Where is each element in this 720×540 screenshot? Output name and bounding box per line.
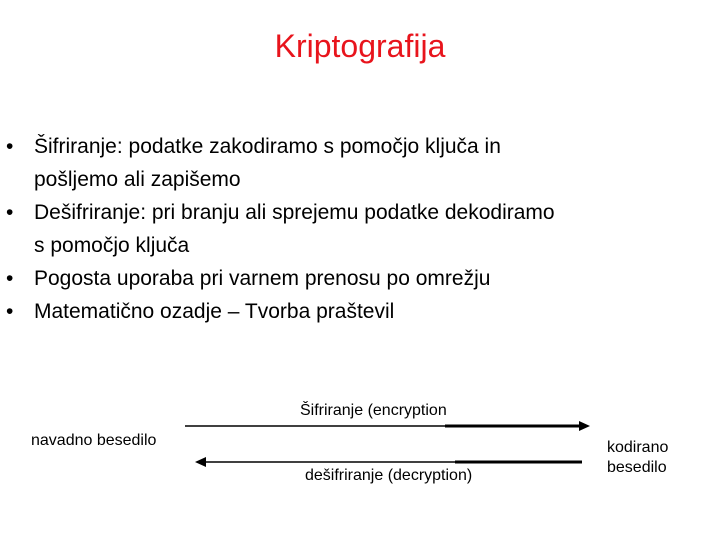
encryption-label: Šifriranje (encryption [300, 402, 447, 419]
bullet-marker: • [6, 135, 14, 158]
ciphertext-line: kodirano [607, 439, 669, 456]
bullet-text: s pomočjo ključa [34, 234, 190, 257]
slide-title: Kriptografija [274, 28, 446, 64]
ciphertext-line: besedilo [607, 459, 667, 476]
encryption-arrow [185, 421, 590, 431]
ciphertext-label [607, 438, 668, 478]
bullet-marker: • [6, 300, 14, 323]
bullet-text: Pogosta uporaba pri varnem prenosu po omrežju [34, 267, 491, 290]
decryption-arrow [195, 457, 582, 467]
bullet-marker: • [6, 267, 14, 290]
bullet-marker: • [6, 201, 14, 224]
bullet-text: Matematično ozadje – Tvorba praštevil [34, 300, 395, 323]
bullet-text: pošljemo ali zapišemo [34, 168, 241, 191]
plaintext-label: navadno besedilo [31, 432, 157, 449]
bullet-text: Dešifriranje: pri branju ali sprejemu podatke dekodiramo [34, 201, 555, 224]
bullet-text: Šifriranje: podatke zakodiramo s pomočjo ključa in [34, 135, 501, 158]
decryption-label: dešifriranje (decryption) [305, 467, 473, 484]
